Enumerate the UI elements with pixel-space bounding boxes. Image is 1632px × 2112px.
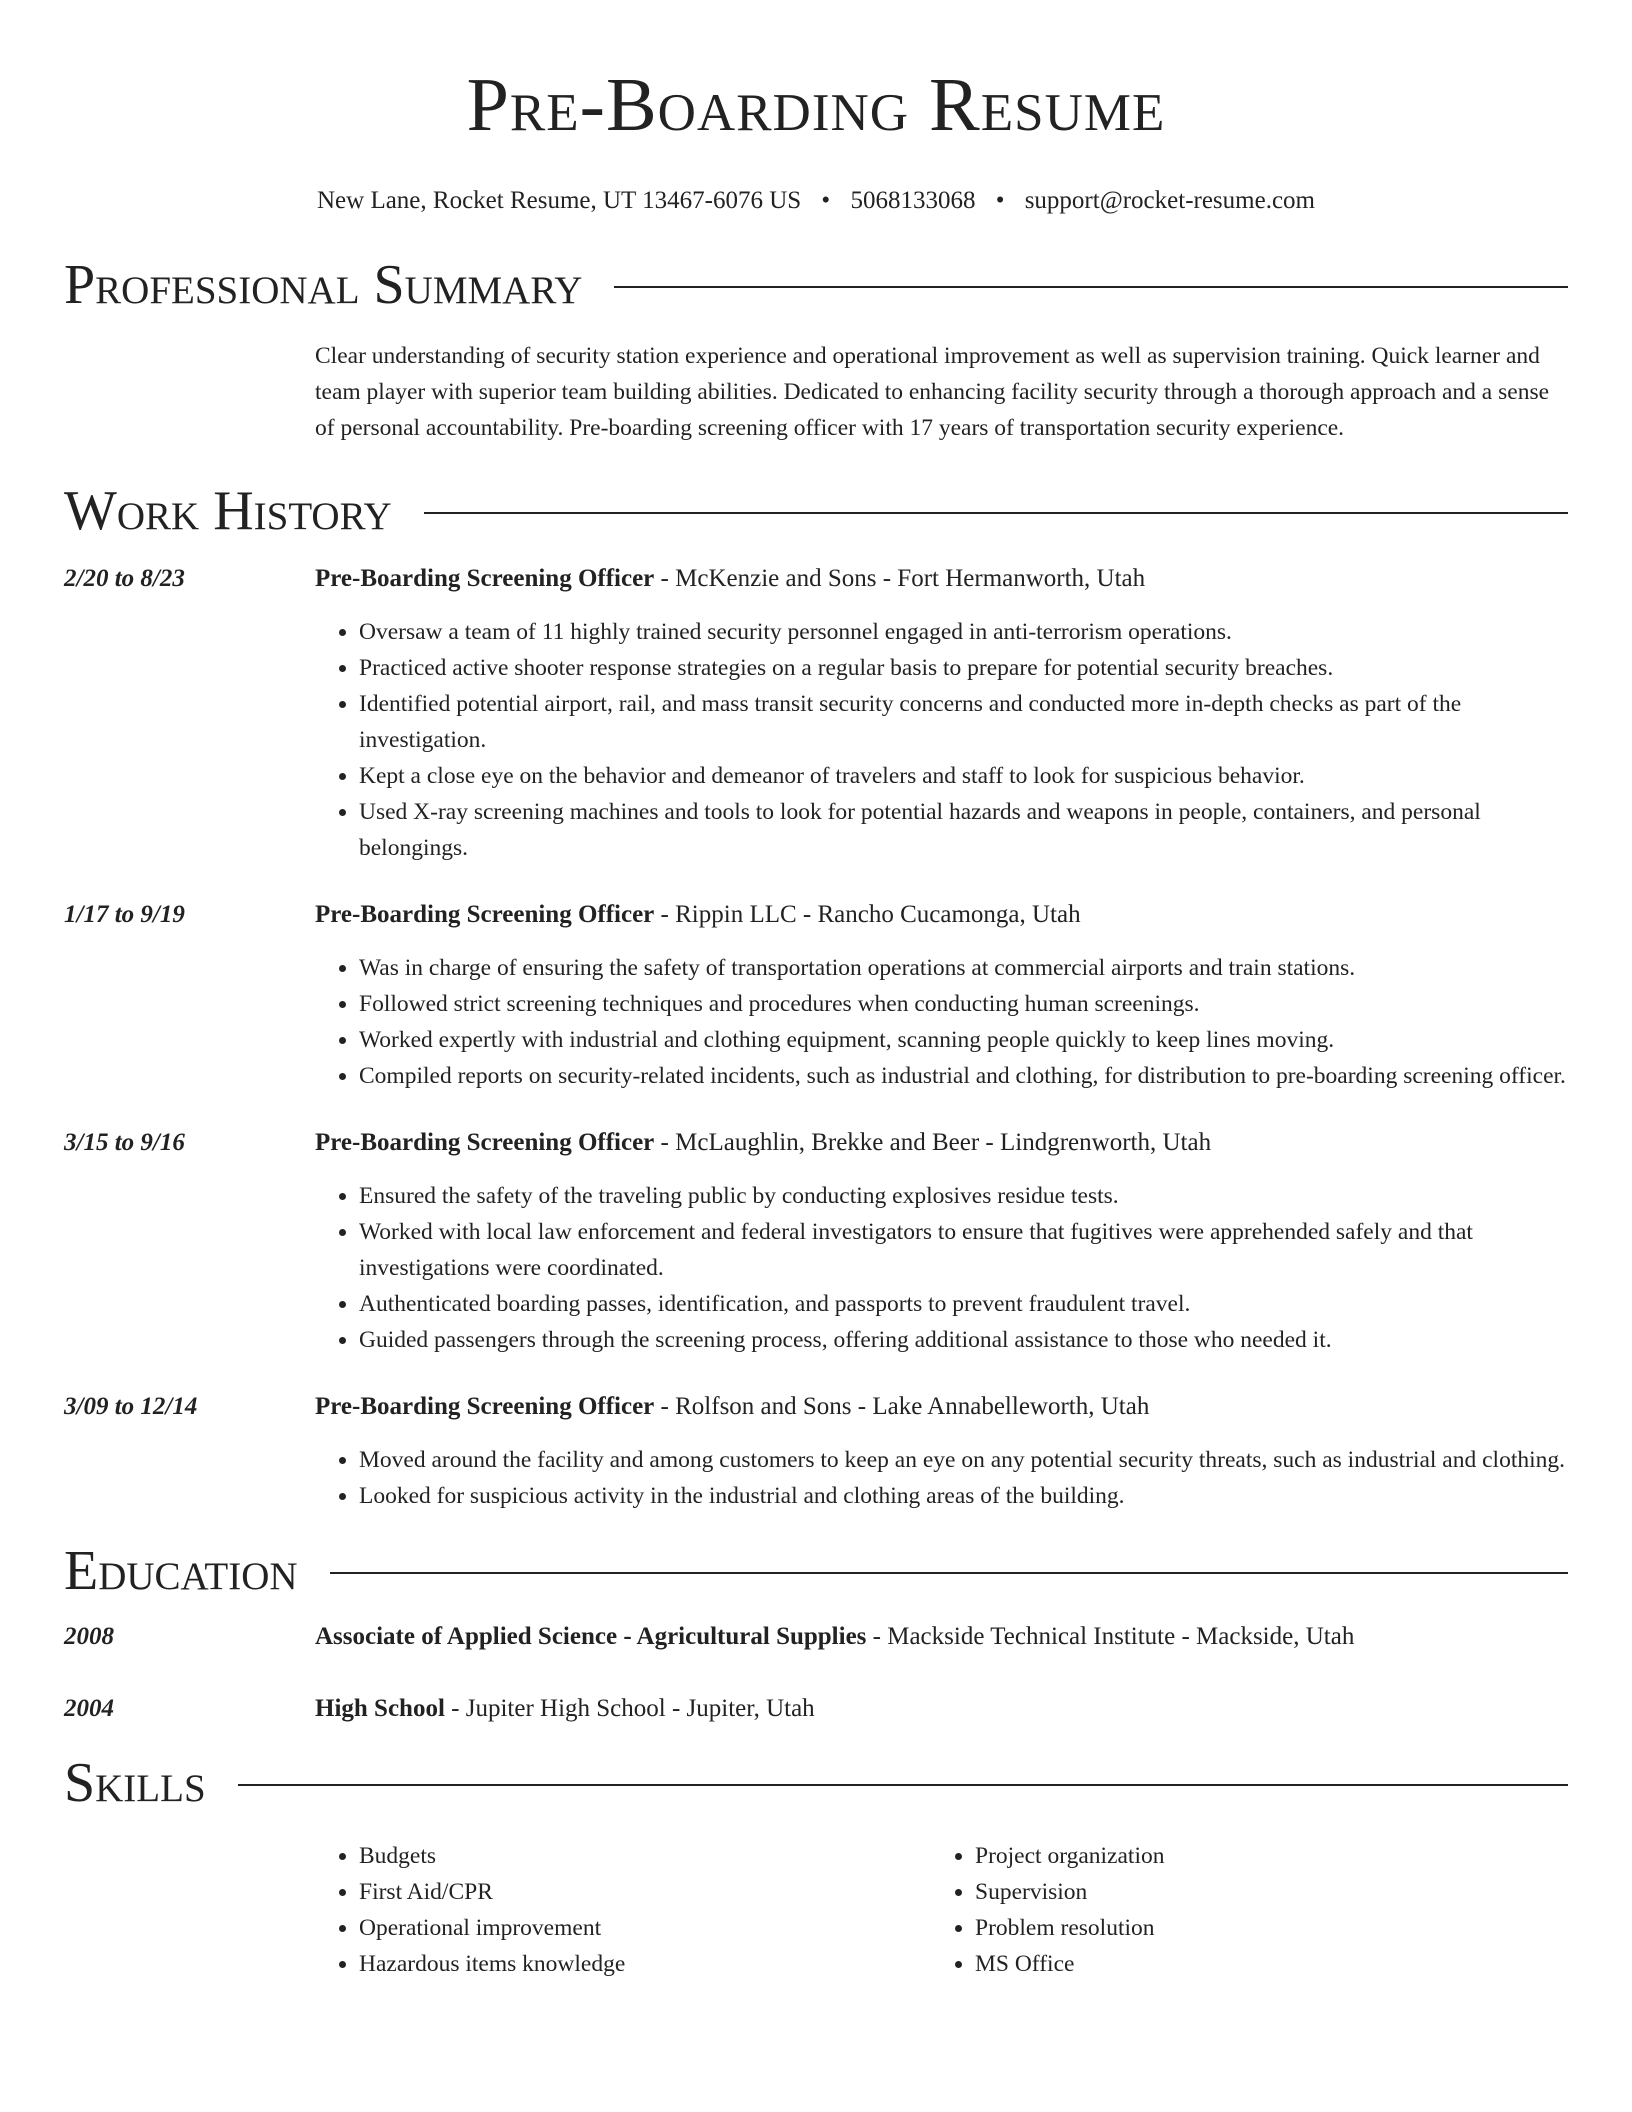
contact-separator: • (821, 187, 831, 214)
section-title: Skills (64, 1752, 206, 1814)
skill-item: • Operational improvement (359, 1910, 931, 1946)
job-heading (315, 1126, 1211, 1160)
education-year: 2008 (64, 1623, 114, 1650)
education-heading (315, 1620, 1354, 1654)
list-item: • Was in charge of ensuring the safety of transportation operations at commercial airports and train stations. (359, 950, 1569, 986)
professional-summary: Clear understanding of security station experience and operational improvement as well as supervision training. Quick learner and team player with superior team building abilities. Dedicated to enhancing facility security through a thorough approach and a sense of personal accountability. Pre-boarding screening officer with 17 years of transportation security experience. (315, 343, 1550, 441)
job-heading (315, 898, 1081, 932)
job-dates: 3/15 to 9/16 (64, 1129, 185, 1156)
job-details: - Rolfson and Sons - Lake Annabelleworth, Utah (654, 1393, 1150, 1420)
job-entry (64, 898, 1568, 1094)
contact-line (64, 186, 1568, 216)
section-header-skills (64, 1752, 1568, 1814)
skill-item: • Project organization (975, 1838, 1547, 1874)
section-divider (424, 512, 1568, 514)
job-header (64, 1390, 1568, 1424)
job-entry (64, 1126, 1568, 1358)
skill-item: • MS Office (975, 1946, 1547, 1982)
job-heading (315, 562, 1145, 596)
section-header-work (64, 480, 1568, 542)
list-item: • Ensured the safety of the traveling public by conducting explosives residue tests. (359, 1178, 1569, 1214)
section-divider (238, 1784, 1568, 1786)
education-degree: Associate of Applied Science - Agricultural Supplies (315, 1623, 867, 1650)
job-entry (64, 562, 1568, 866)
list-item: • Authenticated boarding passes, identification, and passports to prevent fraudulent travel. (359, 1286, 1569, 1322)
job-title: Pre-Boarding Screening Officer (315, 565, 655, 592)
list-item: • Practiced active shooter response strategies on a regular basis to prepare for potential security breaches. (359, 650, 1569, 686)
list-item: • Followed strict screening techniques and procedures when conducting human screenings. (359, 986, 1569, 1022)
section-title: Work History (64, 480, 392, 542)
job-title: Pre-Boarding Screening Officer (315, 1129, 655, 1156)
list-item: • Guided passengers through the screening process, offering additional assistance to those who needed it. (359, 1322, 1569, 1358)
job-entry (64, 1390, 1568, 1514)
skills-column-left (315, 1838, 931, 1982)
section-divider (614, 286, 1568, 288)
contact-separator: • (995, 187, 1005, 214)
list-item: • Looked for suspicious activity in the industrial and clothing areas of the building. (359, 1478, 1569, 1514)
job-bullets (315, 1442, 1569, 1514)
list-item: • Moved around the facility and among customers to keep an eye on any potential security threats, such as industrial and clothing. (359, 1442, 1569, 1478)
job-header (64, 898, 1568, 932)
job-details: - Rippin LLC - Rancho Cucamonga, Utah (654, 901, 1081, 928)
education-heading (315, 1692, 815, 1726)
education-entry (64, 1620, 1568, 1654)
job-title: Pre-Boarding Screening Officer (315, 901, 655, 928)
resume-page (64, 0, 1568, 1982)
list-item: • Kept a close eye on the behavior and demeanor of travelers and staff to look for suspicious behavior. (359, 758, 1569, 794)
job-bullets (315, 614, 1569, 866)
job-dates: 3/09 to 12/14 (64, 1393, 198, 1420)
list-item: • Oversaw a team of 11 highly trained security personnel engaged in anti-terrorism operations. (359, 614, 1569, 650)
contact-email: support@rocket-resume.com (1024, 187, 1315, 214)
job-details: - McKenzie and Sons - Fort Hermanworth, Utah (654, 565, 1146, 592)
list-item: • Worked expertly with industrial and clothing equipment, scanning people quickly to keep lines moving. (359, 1022, 1569, 1058)
list-item: • Used X-ray screening machines and tools to look for potential hazards and weapons in people, containers, and personal belongings. (359, 794, 1569, 866)
job-heading (315, 1390, 1149, 1424)
education-details: - Jupiter High School - Jupiter, Utah (444, 1695, 815, 1722)
section-title: Education (64, 1540, 298, 1602)
section-title: Professional Summary (64, 254, 583, 316)
list-item: • Worked with local law enforcement and federal investigators to ensure that fugitives were apprehended safely and that investigations were coordinated. (359, 1214, 1569, 1286)
job-header (64, 562, 1568, 596)
job-title: Pre-Boarding Screening Officer (315, 1393, 655, 1420)
skill-item: • Supervision (975, 1874, 1547, 1910)
skill-item: • First Aid/CPR (359, 1874, 931, 1910)
skills-column-right (931, 1838, 1547, 1982)
skills-grid (315, 1838, 1568, 1982)
section-header-education (64, 1540, 1568, 1602)
job-header (64, 1126, 1568, 1160)
section-divider (330, 1572, 1568, 1574)
education-degree: High School (315, 1695, 445, 1722)
contact-phone: 5068133068 (850, 187, 976, 214)
job-details: - McLaughlin, Brekke and Beer - Lindgrenworth, Utah (654, 1129, 1212, 1156)
job-dates: 2/20 to 8/23 (64, 565, 185, 592)
job-bullets (315, 1178, 1569, 1358)
skill-item: • Budgets (359, 1838, 931, 1874)
section-header-summary (64, 254, 1568, 316)
contact-address: New Lane, Rocket Resume, UT 13467-6076 US (316, 187, 802, 214)
skill-item: • Problem resolution (975, 1910, 1547, 1946)
job-bullets (315, 950, 1569, 1094)
education-year: 2004 (64, 1695, 114, 1722)
resume-title: Pre-Boarding Resume (466, 63, 1166, 147)
education-entry (64, 1692, 1568, 1726)
skill-item: • Hazardous items knowledge (359, 1946, 931, 1982)
list-item: • Compiled reports on security-related incidents, such as industrial and clothing, for distribution to pre-boarding screening officer. (359, 1058, 1569, 1094)
education-details: - Mackside Technical Institute - Mackside, Utah (866, 1623, 1355, 1650)
job-dates: 1/17 to 9/19 (64, 901, 185, 928)
list-item: • Identified potential airport, rail, and mass transit security concerns and conducted more in-depth checks as part of the investigation. (359, 686, 1569, 758)
